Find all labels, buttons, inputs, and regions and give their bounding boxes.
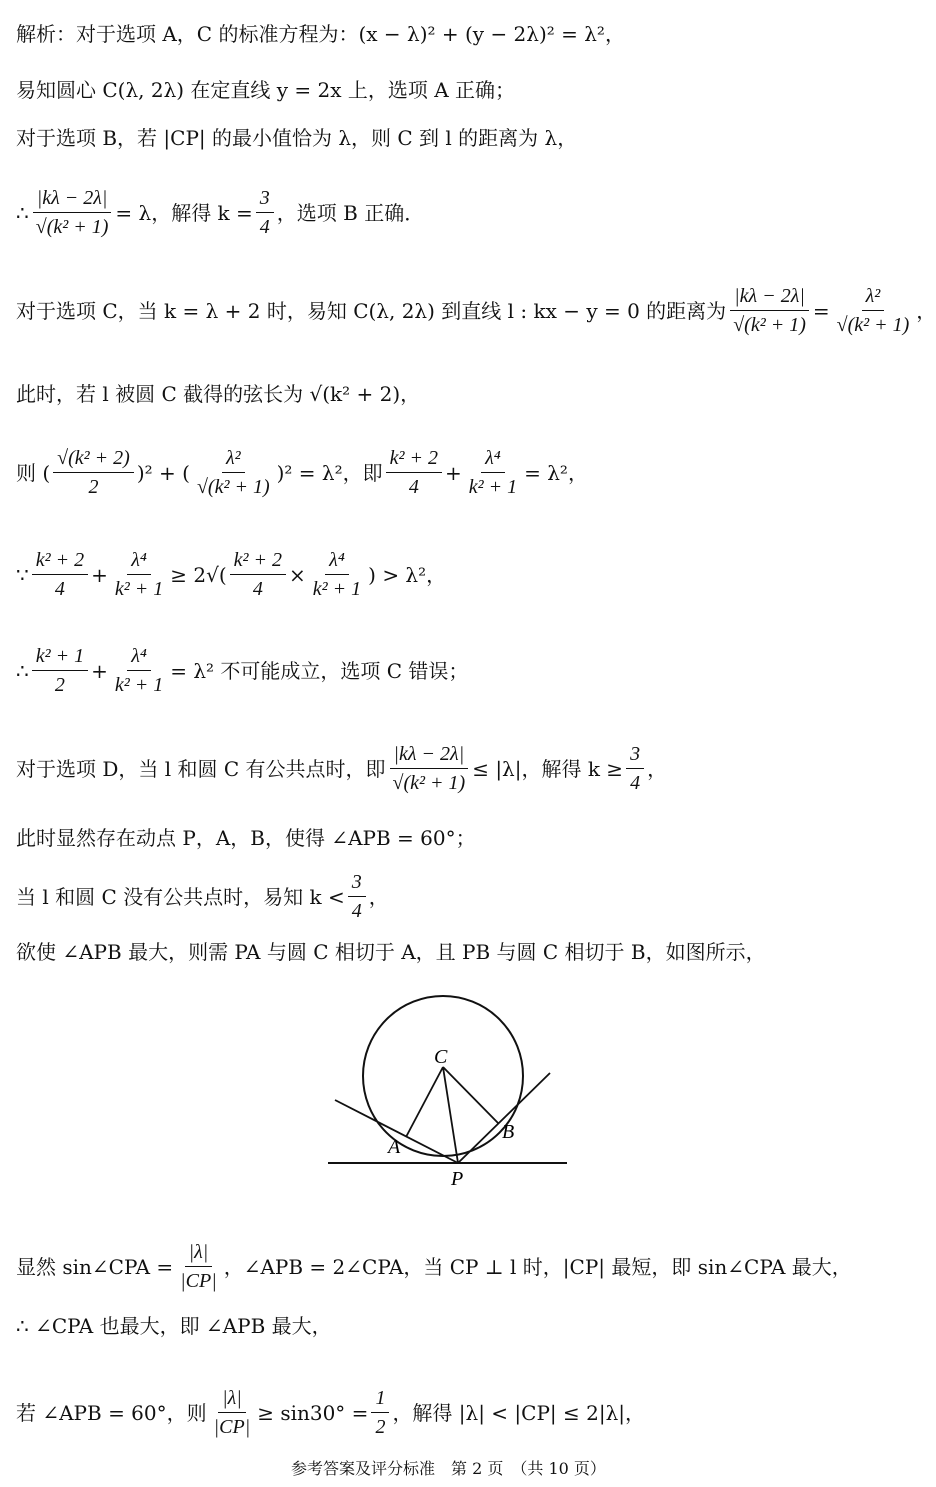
denominator: 4 bbox=[630, 772, 641, 794]
line-option-c-equation bbox=[16, 446, 588, 499]
text: × bbox=[289, 562, 306, 587]
numerator: |kλ − 2λ| bbox=[33, 186, 112, 213]
line-option-a-equation bbox=[16, 22, 625, 46]
numerator: λ⁴ bbox=[127, 548, 151, 575]
numerator: 3 bbox=[256, 186, 274, 213]
label-a: A bbox=[388, 1136, 401, 1158]
text: = λ² 不可能成立，选项 C 错误； bbox=[170, 658, 469, 683]
line-option-b-solve bbox=[16, 186, 424, 239]
denominator: |CP| bbox=[213, 1416, 251, 1438]
fraction bbox=[111, 644, 167, 697]
line-option-d-no-common-point bbox=[16, 870, 389, 923]
numerator: λ⁴ bbox=[325, 548, 349, 575]
text: )² = λ²，即 bbox=[276, 460, 383, 485]
text: 显然 sin∠CPA = bbox=[16, 1254, 174, 1279]
denominator: 4 bbox=[252, 578, 263, 600]
segment-cp bbox=[443, 1067, 458, 1163]
denominator: 4 bbox=[54, 578, 65, 600]
fraction bbox=[626, 742, 644, 795]
fraction bbox=[348, 870, 366, 923]
label-c: C bbox=[434, 1046, 448, 1068]
line-option-c-chord bbox=[16, 382, 420, 406]
fraction bbox=[53, 446, 134, 499]
line-option-c-conclusion bbox=[16, 644, 468, 697]
numerator: λ² bbox=[222, 446, 245, 473]
label-b: B bbox=[502, 1121, 515, 1143]
fraction bbox=[389, 742, 470, 795]
text: ， bbox=[647, 756, 668, 781]
denominator: 4 bbox=[408, 476, 419, 498]
numerator: λ² bbox=[862, 284, 885, 311]
text: 若 ∠APB = 60°，则 bbox=[16, 1400, 207, 1425]
text: ∴ ∠CPA 也最大，即 ∠APB 最大， bbox=[16, 1314, 332, 1338]
denominator: √(k² + 1) bbox=[35, 216, 109, 238]
denominator: |CP| bbox=[180, 1270, 217, 1292]
text: 对于选项 C，当 k = λ + 2 时，易知 C(λ, 2λ) 到直线 l : kx − y = 0 的距离为 bbox=[16, 298, 727, 323]
fraction bbox=[176, 1240, 221, 1293]
text: ， bbox=[368, 884, 389, 909]
text: 对于选项 D，当 l 和圆 C 有公共点时，即 bbox=[16, 756, 386, 781]
text: 对于选项 B，若 |CP| 的最小值恰为 λ，则 C 到 l 的距离为 λ， bbox=[16, 126, 578, 150]
text: 欲使 ∠APB 最大，则需 PA 与圆 C 相切于 A，且 PB 与圆 C 相切于 B，如图所示， bbox=[16, 940, 766, 964]
line-sin-cpa bbox=[16, 1240, 852, 1293]
therefore-symbol: ∴ bbox=[16, 658, 29, 683]
text: ， bbox=[916, 298, 936, 323]
line-option-a-conclusion bbox=[16, 78, 515, 102]
circle-c bbox=[363, 996, 523, 1156]
numerator: |kλ − 2λ| bbox=[390, 742, 469, 769]
text: ，∠APB = 2∠CPA，当 CP ⊥ l 时，|CP| 最短，即 sin∠CPA 最大， bbox=[223, 1254, 852, 1279]
numerator: √(k² + 2) bbox=[53, 446, 134, 473]
tangent-pb bbox=[458, 1073, 550, 1163]
line-option-d-exists bbox=[16, 826, 476, 850]
text: 则 ( bbox=[16, 460, 51, 485]
denominator: 2 bbox=[54, 674, 65, 696]
text: )² + ( bbox=[136, 460, 190, 485]
text: = λ²， bbox=[524, 460, 588, 485]
denominator: k² + 1 bbox=[312, 578, 362, 600]
text: = bbox=[812, 298, 830, 323]
fraction bbox=[256, 186, 274, 239]
fraction bbox=[465, 446, 521, 499]
text: ≥ sin30° = bbox=[257, 1400, 369, 1425]
text: 易知圆心 C(λ, 2λ) 在定直线 y = 2x 上，选项 A 正确； bbox=[16, 78, 516, 102]
denominator: k² + 1 bbox=[114, 578, 164, 600]
fraction bbox=[32, 644, 88, 697]
text: + bbox=[445, 460, 462, 485]
numerator: |λ| bbox=[185, 1240, 213, 1267]
denominator: k² + 1 bbox=[114, 674, 164, 696]
denominator: 4 bbox=[351, 900, 362, 922]
numerator: λ⁴ bbox=[127, 644, 151, 671]
numerator: λ⁴ bbox=[481, 446, 505, 473]
line-option-b-intro bbox=[16, 126, 577, 150]
tangent-circle-figure bbox=[320, 995, 580, 1195]
text: ≥ 2√( bbox=[170, 562, 227, 587]
fraction bbox=[386, 446, 442, 499]
numerator: k² + 2 bbox=[32, 548, 88, 575]
fraction bbox=[193, 446, 274, 499]
text: = λ，解得 k = bbox=[115, 200, 253, 225]
denominator: 2 bbox=[375, 1416, 386, 1438]
label-p: P bbox=[451, 1168, 464, 1190]
text: ) > λ²， bbox=[368, 562, 447, 587]
denominator: k² + 1 bbox=[468, 476, 518, 498]
line-final-solve bbox=[16, 1386, 645, 1439]
text: ，选项 B 正确． bbox=[276, 200, 425, 225]
text: + bbox=[91, 562, 108, 587]
denominator: √(k² + 1) bbox=[392, 772, 466, 794]
fraction bbox=[111, 548, 167, 601]
numerator: |λ| bbox=[218, 1386, 246, 1413]
fraction bbox=[210, 1386, 255, 1439]
numerator: k² + 1 bbox=[32, 644, 88, 671]
numerator: 3 bbox=[626, 742, 644, 769]
page-footer: 参考答案及评分标准 第 2 页 （共 10 页） bbox=[291, 1459, 606, 1478]
text: ，解得 |λ| < |CP| ≤ 2|λ|， bbox=[392, 1400, 646, 1425]
denominator: √(k² + 1) bbox=[196, 476, 270, 498]
fraction bbox=[729, 284, 810, 337]
numerator: k² + 2 bbox=[230, 548, 286, 575]
text: ≤ |λ|，解得 k ≥ bbox=[472, 756, 624, 781]
segment-ca bbox=[406, 1067, 443, 1137]
fraction bbox=[32, 548, 88, 601]
therefore-symbol: ∴ bbox=[16, 200, 29, 225]
text: 此时，若 l 被圆 C 截得的弦长为 √(k² + 2)， bbox=[16, 382, 421, 406]
line-option-c-inequality bbox=[16, 548, 446, 601]
fraction bbox=[32, 186, 113, 239]
text: + bbox=[91, 658, 108, 683]
denominator: 2 bbox=[88, 476, 99, 498]
line-cpa-max bbox=[16, 1314, 332, 1338]
fraction bbox=[309, 548, 365, 601]
line-option-c-distance bbox=[16, 284, 936, 337]
denominator: √(k² + 1) bbox=[733, 314, 806, 336]
fraction bbox=[371, 1386, 389, 1439]
text: 解析：对于选项 A，C 的标准方程为：(x − λ)² + (y − 2λ)² = λ²， bbox=[16, 22, 625, 46]
denominator: √(k² + 1) bbox=[836, 314, 910, 336]
fraction bbox=[230, 548, 286, 601]
line-option-d-tangent bbox=[16, 940, 766, 964]
text: 当 l 和圆 C 没有公共点时，易知 k < bbox=[16, 884, 345, 909]
denominator: 4 bbox=[259, 216, 270, 238]
numerator: 3 bbox=[348, 870, 366, 897]
numerator: |kλ − 2λ| bbox=[730, 284, 809, 311]
numerator: k² + 2 bbox=[386, 446, 442, 473]
because-symbol: ∵ bbox=[16, 562, 29, 587]
text: 此时显然存在动点 P，A，B，使得 ∠APB = 60°； bbox=[16, 826, 476, 850]
fraction bbox=[833, 284, 914, 337]
numerator: 1 bbox=[371, 1386, 389, 1413]
line-option-d-intro bbox=[16, 742, 667, 795]
